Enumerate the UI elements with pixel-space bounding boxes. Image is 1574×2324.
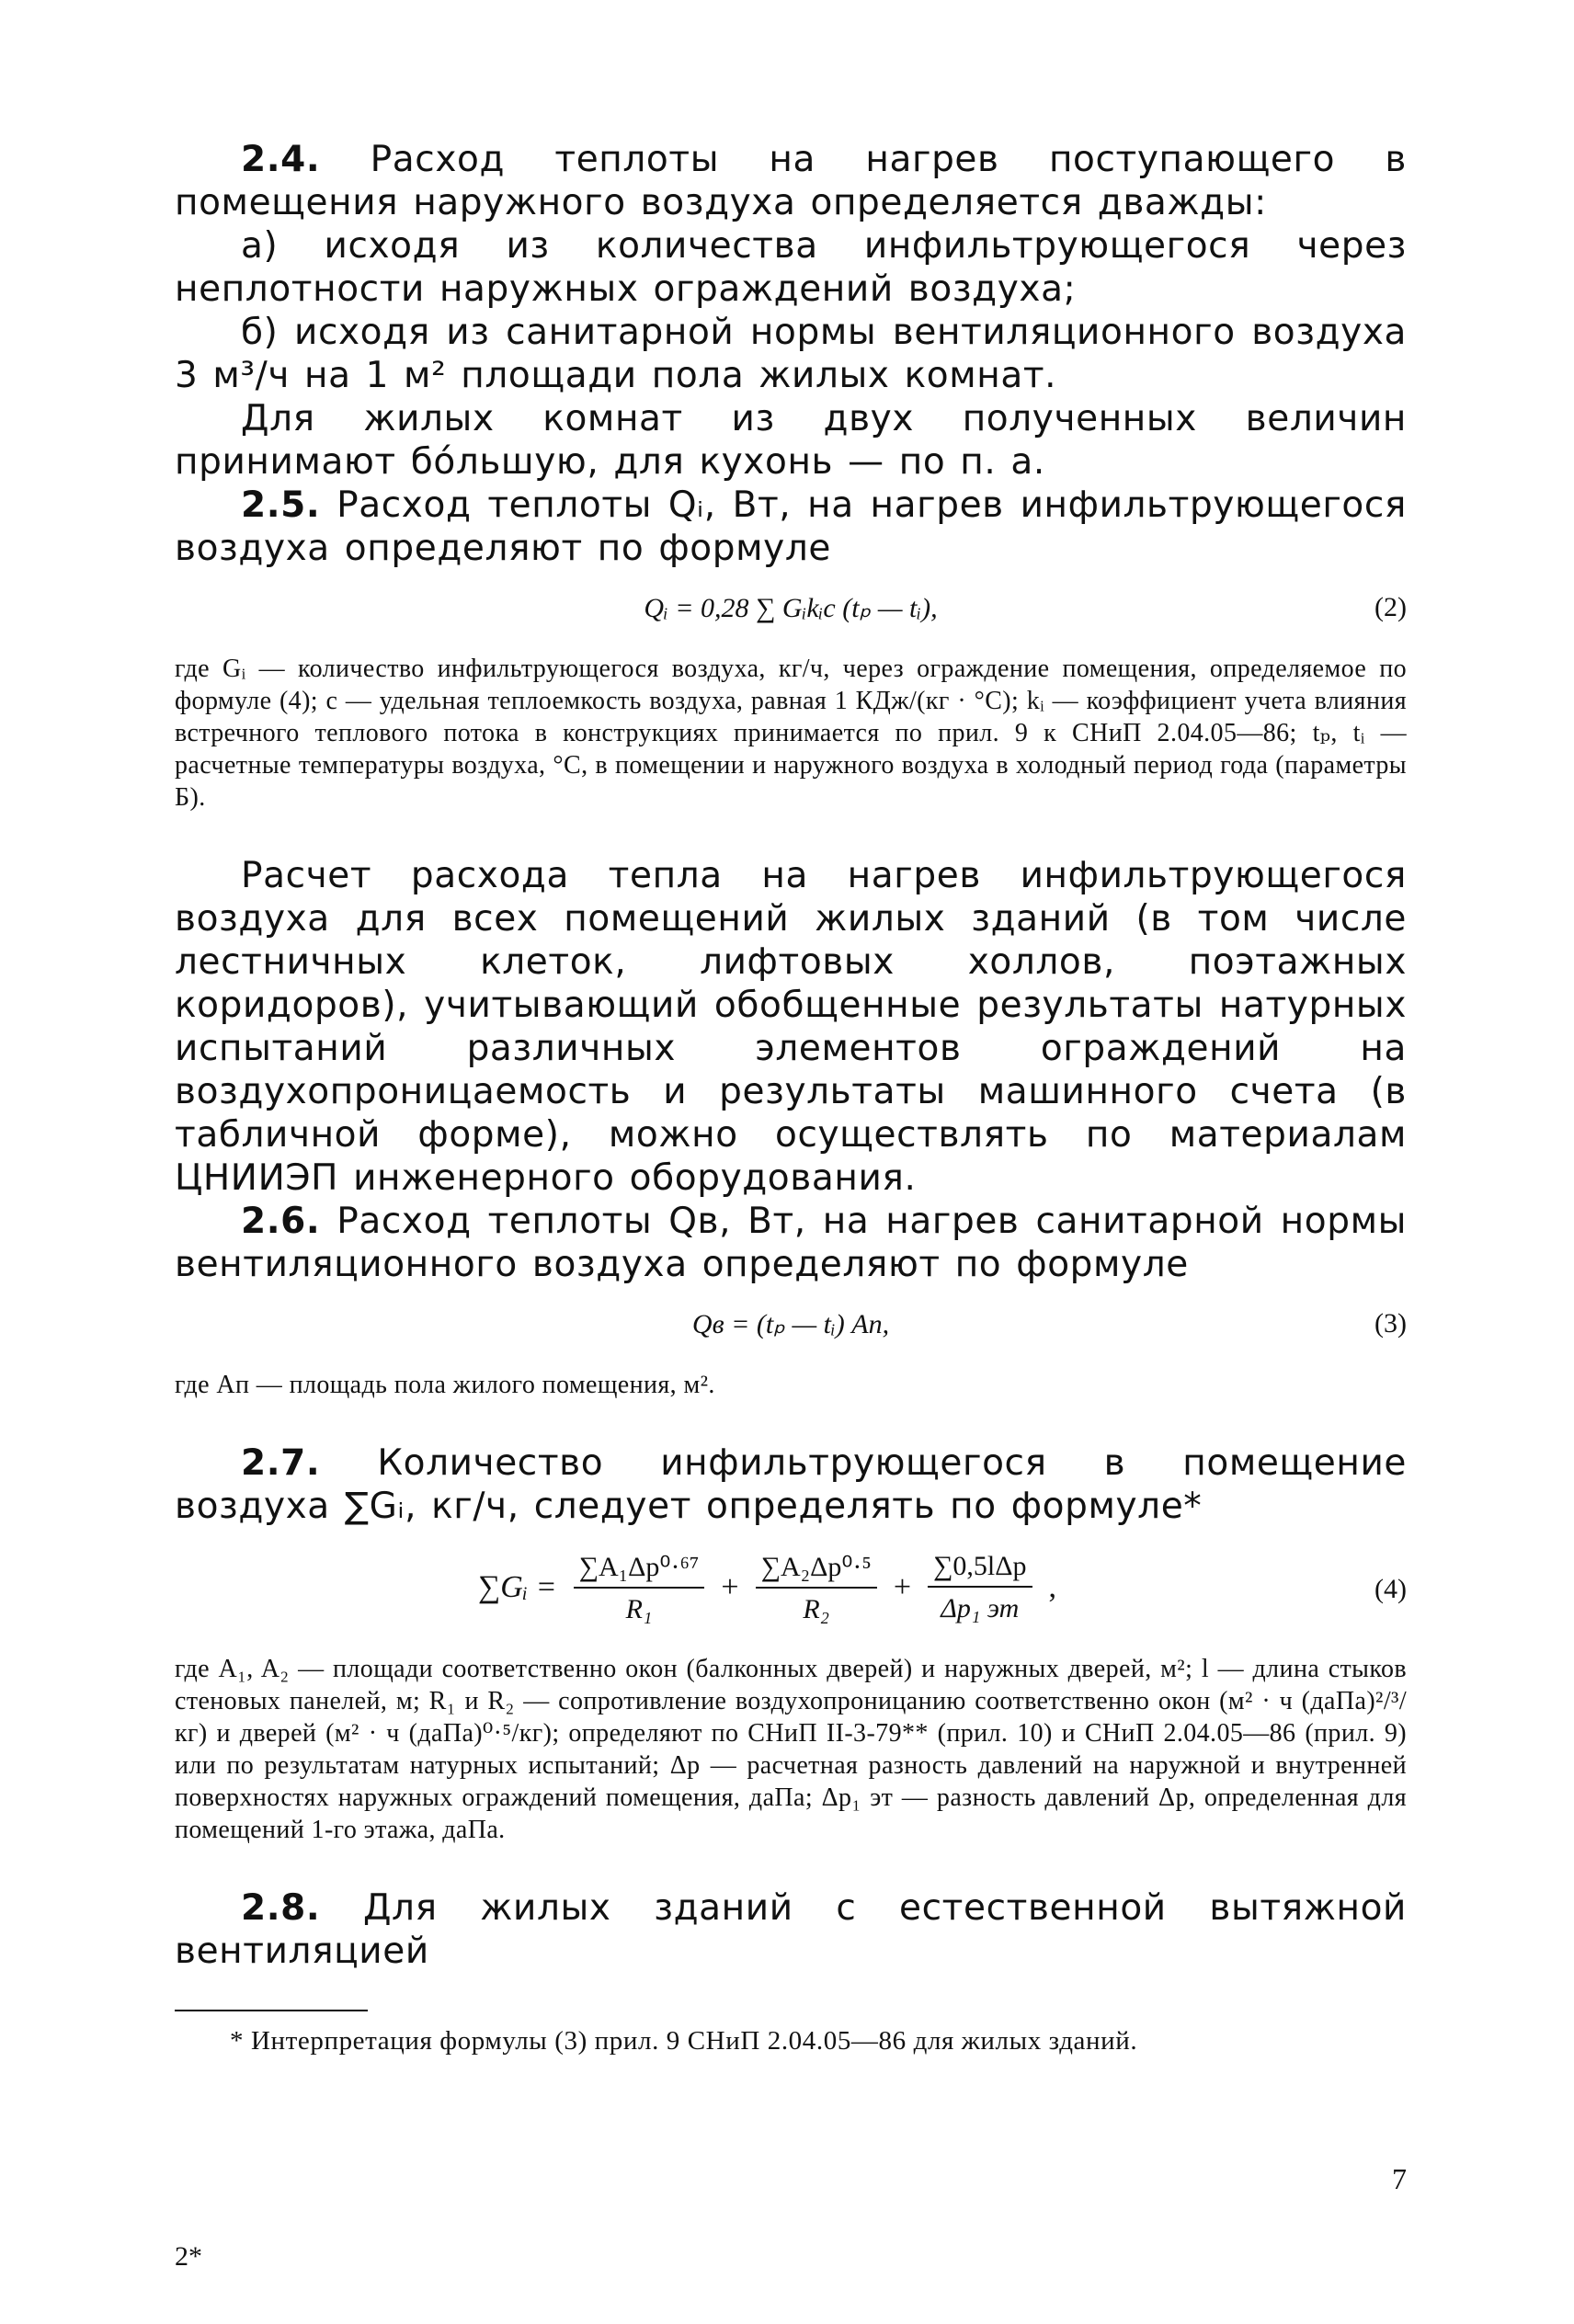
- para-2-8: [175, 1886, 1407, 1973]
- fraction-3-denominator: Δp₁ эт: [941, 1593, 1020, 1623]
- para-2-4: [175, 138, 1407, 224]
- para-text: Расход теплоты Qв, Вт, на нагрев санитарной нормы вентиляционного воздуха определяют по формуле: [175, 1201, 1407, 1285]
- formula-2-expression: Qᵢ = 0,28 ∑ Gᵢkᵢc (tₚ — tᵢ),: [644, 593, 938, 623]
- section-number: 2.5.: [241, 484, 321, 526]
- fraction-term-1: [574, 1551, 705, 1625]
- fraction-1-numerator: ∑A₁Δp⁰·⁶⁷: [574, 1551, 705, 1589]
- para-text: Расход теплоты на нагрев поступающего в помещения наружного воздуха определяется дважды:: [175, 139, 1407, 223]
- section-number: 2.8.: [241, 1887, 321, 1929]
- plus-sign: +: [893, 1570, 912, 1604]
- formula-4-explanation: где A₁, A₂ — площади соответственно окон (балконных дверей) и наружных дверей, м²; l — длина стыков стеновых панелей, м; R₁ и R₂ — сопротивление воздухопроницанию соответственно окон (м² · ч (даПа)²/³/кг) и дверей (м² · ч (даПа)⁰·⁵/кг); определяют по СНиП II-3-79** (прил. 10) и СНиП 2.04.05—86 (прил. 9) или по результатам натурных испытаний; Δp — расчетная разность давлений на наружной и внутренней поверхностях наружных ограждений помещения, даПа; Δp₁ эт — разность давлений Δp, определенная для помещений 1-го этажа, даПа.: [175, 1655, 1407, 1844]
- comma: ,: [1048, 1570, 1057, 1604]
- formula-3-number: (3): [1374, 1308, 1407, 1339]
- footnote-rule: [175, 2010, 368, 2011]
- formula-3-expression: Qв = (tₚ — tᵢ) Aп,: [691, 1309, 890, 1339]
- fraction-3-numerator: ∑0,5lΔp: [928, 1551, 1032, 1588]
- fraction-1-denominator: R₁: [625, 1593, 653, 1624]
- section-number: 2.7.: [241, 1442, 321, 1484]
- para-2-5-extra: Расчет расхода тепла на нагрев инфильтрующегося воздуха для всех помещений жилых зданий (в том числе лестничных клеток, лифтовых холлов, поэтажных коридоров), учитывающий обобщенные результаты натурных испытаний различных элементов ограждений на воздухопроницаемость и результаты машинного счета (в табличной форме), можно осуществлять по материалам ЦНИИЭП инженерного оборудования.: [175, 855, 1407, 1199]
- para-2-4-c: Для жилых комнат из двух полученных величин принимают бóльшую, для кухонь — по п. а.: [175, 398, 1407, 483]
- formula-3: [175, 1299, 1407, 1354]
- para-2-4-a: а) исходя из количества инфильтрующегося через неплотности наружных ограждений воздуха;: [175, 225, 1407, 310]
- formula-4: [175, 1537, 1407, 1638]
- para-text: Расход теплоты Qᵢ, Вт, на нагрев инфильтрующегося воздуха определяют по формуле: [175, 484, 1407, 569]
- para-2-7: [175, 1441, 1407, 1528]
- fraction-2-denominator: R₂: [803, 1593, 830, 1624]
- section-number: 2.4.: [241, 139, 321, 180]
- para-2-6: [175, 1200, 1407, 1286]
- footnote: * Интерпретация формулы (3) прил. 9 СНиП 2.04.05—86 для жилых зданий.: [230, 2026, 1138, 2056]
- formula-2-number: (2): [1374, 592, 1407, 622]
- section-number: 2.6.: [241, 1201, 321, 1242]
- para-text: Для жилых зданий с естественной вытяжной вентиляцией: [175, 1887, 1407, 1972]
- fraction-2-numerator: ∑A₂Δp⁰·⁵: [756, 1551, 877, 1589]
- page-content: [175, 138, 1407, 2057]
- para-2-4-b: б) исходя из санитарной нормы вентиляционного воздуха 3 м³/ч на 1 м² площади пола жилых комнат.: [175, 312, 1407, 396]
- formula-3-explanation: где Aп — площадь пола жилого помещения, м².: [175, 1371, 715, 1399]
- fraction-term-2: [756, 1551, 877, 1625]
- formula-4-lhs: ∑Gᵢ =: [478, 1570, 557, 1604]
- plus-sign: +: [721, 1570, 739, 1604]
- page-number: 7: [1392, 2162, 1407, 2195]
- formula-4-expression: [469, 1537, 1066, 1638]
- signature-mark: 2*: [175, 2241, 202, 2272]
- para-text: Количество инфильтрующегося в помещение воздуха ∑Gᵢ, кг/ч, следует определять по формуле*: [175, 1442, 1407, 1527]
- formula-4-number: (4): [1374, 1574, 1407, 1604]
- para-2-5: [175, 484, 1407, 570]
- fraction-term-3: [928, 1551, 1032, 1624]
- formula-2: [175, 583, 1407, 638]
- formula-2-explanation: где Gᵢ — количество инфильтрующегося воздуха, кг/ч, через ограждение помещения, определяемое по формуле (4); c — удельная теплоемкость воздуха, равная 1 КДж/(кг · °С); kᵢ — коэффициент учета влияния встречного теплового потока в конструкциях принимается по прил. 9 к СНиП 2.04.05—86; tₚ, tᵢ — расчетные температуры воздуха, °С, в помещении и наружного воздуха в холодный период года (параметры Б).: [175, 655, 1407, 812]
